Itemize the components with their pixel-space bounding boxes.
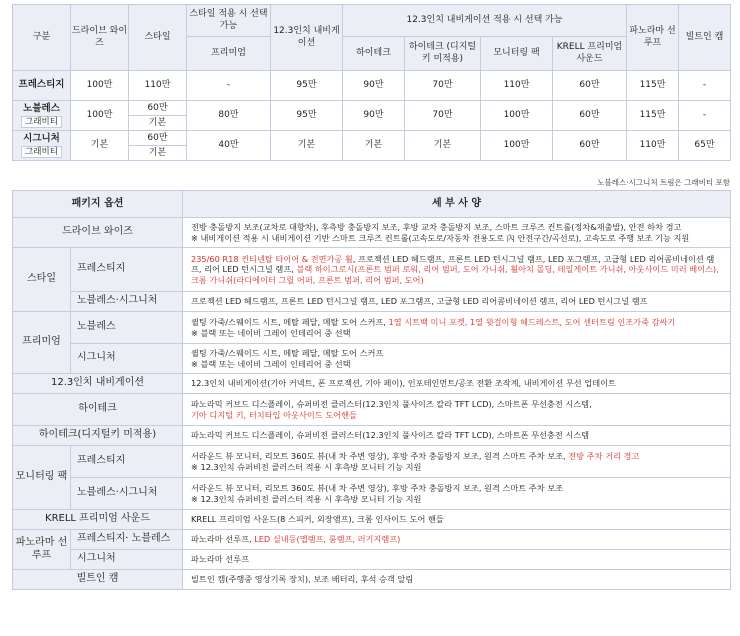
header-style: 스타일 (129, 5, 187, 71)
spec-note: ※ 12.3인치 슈퍼비전 클러스터 적용 시 후측방 모니터 기능 지원 (191, 493, 422, 504)
spec-text: 퀼팅 가죽/스웨이드 시트, 메탈 페달, 메탈 도어 스커프, (191, 316, 389, 327)
table-row (13, 550, 731, 570)
header-hitech-digital: 하이테크 (디지털 키 미적용) (405, 37, 481, 71)
package-label: 빌트인 캠 (13, 570, 183, 590)
trim-name: 시그니처 (23, 132, 60, 144)
header-builtin-cam: 빌트인 캠 (679, 5, 731, 71)
price-cell: 기본 (343, 131, 405, 161)
price-cell: - (679, 71, 731, 101)
spec-highlight: 블랙 하이그로시(프론트 범퍼 로워, 리어 범퍼, 도어 가니쉬, 휠아치 몰딩, 테일게이트 가니쉬, 아웃사이드 미러 베이스), 크롬 가니쉬(라디에이터 그릴 어퍼, 프론트 범퍼, 리어 범퍼, 도어) (191, 264, 719, 285)
sub-trim-label: 프레스티지 (71, 248, 183, 292)
spec-highlight: 기아 디지털 키, 터치타입 아웃사이드 도어핸들 (191, 409, 357, 420)
table-row (13, 248, 731, 292)
package-label: 모니터링 팩 (13, 446, 71, 510)
table-row (13, 478, 731, 510)
price-cell: 기본 (129, 115, 186, 130)
table-row (13, 101, 731, 131)
price-cell: 70만 (405, 101, 481, 131)
spec-text: 12.3인치 내비게이션(기아 커넥트, 폰 프로젝션, 기아 페이), 인포테인먼트/공조 전환 조작계, 내비게이션 무선 업데이트 (183, 374, 731, 394)
sub-trim-label: 프레스티지· 노블레스 (71, 530, 183, 550)
sub-trim-label: 시그니처 (71, 550, 183, 570)
sub-trim-label: 프레스티지 (71, 446, 183, 478)
price-cell: 기본 (405, 131, 481, 161)
price-cell: 100만 (481, 131, 553, 161)
package-label: 프리미엄 (13, 312, 71, 374)
header-details: 세 부 사 양 (183, 191, 731, 218)
spec-highlight: 235/60 R18 컨티넨탈 타이어 & 전면가공 휠 (191, 253, 353, 264)
price-cell: 110만 (627, 131, 679, 161)
package-label: 파노라마 선루프 (13, 530, 71, 570)
package-label: KRELL 프리미엄 사운드 (13, 510, 183, 530)
table-row (13, 530, 731, 550)
price-cell: 100만 (71, 71, 129, 101)
sub-trim-label: 노블레스 (71, 312, 183, 344)
table-row (13, 510, 731, 530)
price-cell: 60만 (147, 103, 168, 113)
price-cell: 기본 (129, 145, 186, 160)
header-hitech: 하이테크 (343, 37, 405, 71)
spec-text: 빌트인 캠(주행중 영상기록 장치), 보조 배터리, 후석 승객 알림 (183, 570, 731, 590)
spec-text: 퀼팅 가죽/스웨이드 시트, 메탈 페달, 메탈 도어 스커프 (191, 347, 384, 358)
sub-trim-tag: 그래비티 (21, 146, 62, 159)
table-row (13, 292, 731, 312)
header-monitoring: 모니터링 팩 (481, 37, 553, 71)
spec-text: , 프로젝션 LED 헤드램프, 프론트 LED 턴시그널 램프, LED 포그램프, 고급형 LED 리어콤비네이션 램프, 리어 LED 턴시그널 램프, (191, 253, 715, 275)
table-row (13, 374, 731, 394)
header-package: 패키지 옵션 (13, 191, 183, 218)
price-cell: 40만 (187, 131, 271, 161)
table-row (13, 218, 731, 248)
package-label: 하이테크(디지털키 미적용) (13, 426, 183, 446)
table-row (13, 446, 731, 478)
package-label: 하이테크 (13, 394, 183, 426)
spec-note: ※ 내비게이션 적용 시 내비게이션 기반 스마트 크루즈 컨트롤(고속도로/자동차 전용도로 內 안전구간/곡선로), 고속도로 주행 보조 기능 지원 (191, 232, 690, 243)
package-spec-table (12, 190, 731, 590)
spec-highlight: LED 실내등(맵램프, 룸램프, 러기지램프) (254, 534, 401, 545)
spec-text: 전방 충돌방지 보조(교차로 대향차), 후측방 충돌방지 보조, 후방 교차 충돌방지 보조, 스마트 크루즈 컨트롤(정차&재출발), 안전 하차 경고 (191, 221, 682, 232)
table-row (13, 131, 731, 161)
table-row (13, 344, 731, 374)
trim-name: 프레스티지 (18, 79, 65, 91)
price-cell: 60만 (147, 133, 168, 143)
price-cell: 60만 (553, 131, 627, 161)
price-cell: 기본 (71, 131, 129, 161)
header-premium: 프리미엄 (187, 37, 271, 71)
sub-trim-label: 시그니처 (71, 344, 183, 374)
spec-text: KRELL 프리미엄 사운드(8 스피커, 외장앰프), 크롬 인사이드 도어 핸들 (183, 510, 731, 530)
header-nav: 12.3인치 내비게이션 (271, 5, 343, 71)
sub-trim-label: 노블레스·시그니처 (71, 478, 183, 510)
table-row (13, 570, 731, 590)
package-label: 스타일 (13, 248, 71, 312)
spec-text: 서라운드 뷰 모니터, 리모트 360도 뷰(내 차 주변 영상), 후방 주차 충돌방지 보조, 원격 스마트 주차 보조 (191, 482, 564, 493)
price-cell: 115만 (627, 101, 679, 131)
table-row (13, 312, 731, 344)
price-cell: 115만 (627, 71, 679, 101)
spec-text: 파노라마 선루프, (191, 534, 255, 545)
price-cell: 60만 (553, 71, 627, 101)
price-cell: - (679, 101, 731, 131)
spec-note: ※ 블랙 또는 네이비 그레이 인테리어 중 선택 (191, 358, 351, 369)
spec-text: 파노라믹 커브드 디스플레이, 슈퍼비전 클러스터(12.3인치 풀사이즈 칼라 TFT LCD), 스마트폰 무선충전 시스템, (191, 398, 592, 409)
package-label: 드라이브 와이즈 (13, 218, 183, 248)
spec-note: ※ 블랙 또는 네이비 그레이 인테리어 중 선택 (191, 327, 351, 338)
spec-highlight: 전방 주차 거리 경고 (568, 450, 640, 461)
package-label: 12.3인치 내비게이션 (13, 374, 183, 394)
header-panorama: 파노라마 선루프 (627, 5, 679, 71)
price-cell: 110만 (129, 71, 187, 101)
price-cell: - (187, 71, 271, 101)
header-nav-group: 12.3인치 내비게이션 적용 시 선택 가능 (343, 5, 627, 37)
table-row (13, 426, 731, 446)
price-cell: 70만 (405, 71, 481, 101)
sub-trim-label: 노블레스·시그니처 (71, 292, 183, 312)
table-row (13, 71, 731, 101)
spec-note: ※ 12.3인치 슈퍼비전 클러스터 적용 시 후측방 모니터 기능 지원 (191, 461, 422, 472)
spec-text: 파노라믹 커브드 디스플레이, 슈퍼비전 클러스터(12.3인치 풀사이즈 칼라 TFT LCD), 스마트폰 무선충전 시스템 (183, 426, 731, 446)
price-cell: 95만 (271, 71, 343, 101)
price-cell: 100만 (71, 101, 129, 131)
price-cell: 100만 (481, 101, 553, 131)
price-cell: 95만 (271, 101, 343, 131)
price-cell: 90만 (343, 71, 405, 101)
price-cell: 110만 (481, 71, 553, 101)
trim-name: 노블레스 (23, 102, 60, 114)
header-premium-group: 스타일 적용 시 선택 가능 (187, 5, 271, 37)
spec-text: 파노라마 선루프 (183, 550, 731, 570)
price-cell: 80만 (187, 101, 271, 131)
spec-text: 서라운드 뷰 모니터, 리모트 360도 뷰(내 차 주변 영상), 후방 주차 충돌방지 보조, 원격 스마트 주차 보조, (191, 450, 569, 461)
trim-note: 노블레스·시그니처 트림은 그래비티 포함 (597, 178, 730, 187)
option-price-table (12, 4, 731, 161)
spec-text: 프로젝션 LED 헤드램프, 프론트 LED 턴시그널 램프, LED 포그램프, 고급형 LED 리어콤비네이션 램프, 리어 LED 턴시그널 램프 (183, 292, 731, 312)
header-krell: KRELL 프리미엄 사운드 (553, 37, 627, 71)
price-cell: 65만 (679, 131, 731, 161)
price-cell: 60만 (553, 101, 627, 131)
price-cell: 기본 (271, 131, 343, 161)
price-cell: 90만 (343, 101, 405, 131)
header-drive-wise: 드라이브 와이즈 (71, 5, 129, 71)
sub-trim-tag: 그래비티 (21, 116, 62, 129)
spec-highlight: 1열 시트백 미니 포켓, 1열 윗걸이형 헤드레스트, 도어 센터트림 인조가죽 감싸기 (388, 316, 676, 327)
table-row (13, 394, 731, 426)
header-trim: 구분 (13, 5, 71, 71)
